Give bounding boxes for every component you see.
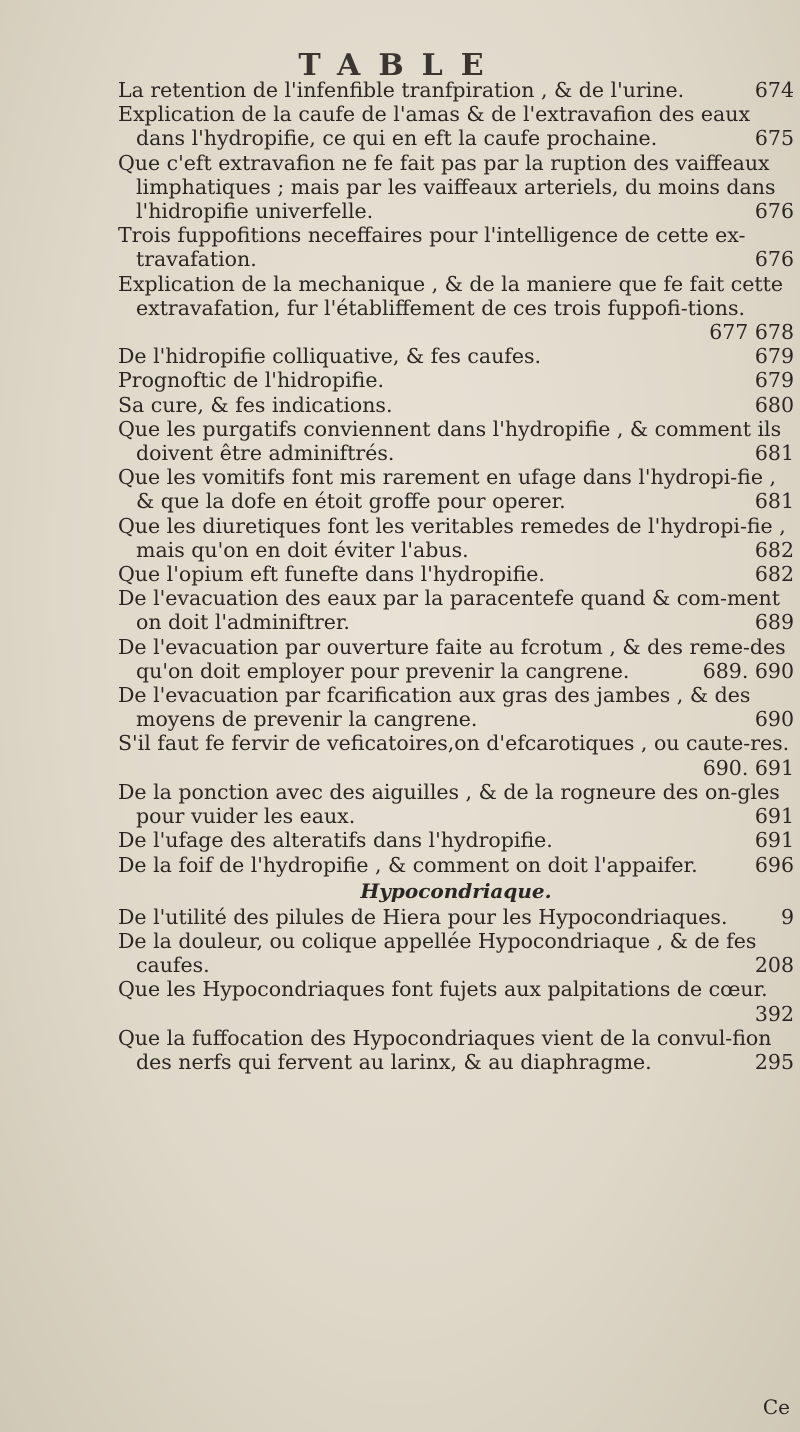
index-entry (118, 465, 794, 513)
entry-list-hydropisie (118, 78, 794, 877)
index-entry (118, 151, 794, 224)
entry-page-number: 679 (754, 368, 794, 393)
entry-text: Que la fuffocation des Hypocondriaques vient de la convul-fion des nerfs qui fervent au larinx, & au diaphragme. (118, 1025, 772, 1074)
index-entry (118, 828, 794, 852)
index-entry (118, 368, 794, 392)
entry-page-number: 690. 691 (702, 755, 794, 780)
entry-text: Prognoftic de l'hidropifie. (118, 368, 384, 393)
entry-page-number: 691 (754, 804, 794, 829)
index-entry (118, 223, 794, 271)
entry-text: Explication de la mechanique , & de la maniere que fe fait cette extravafation, fur l'établiffement de ces trois fuppofi-tions. (118, 271, 784, 320)
entry-page-number: 679 (754, 344, 794, 369)
entry-page-number: 689 (754, 610, 794, 635)
index-entry (118, 393, 794, 417)
entry-text: Explication de la caufe de l'amas & de l'extravafion des eaux dans l'hydropifie, ce qui en eft la caufe prochaine. (118, 102, 751, 151)
entry-page-number: 690 (754, 707, 794, 732)
entry-text: Que l'opium eft funefte dans l'hydropifie. (118, 562, 545, 587)
entry-text: La retention de l'infenfible tranfpiration , & de l'urine. (118, 78, 685, 102)
entry-page-number: 680 (754, 392, 794, 417)
index-entry (118, 683, 794, 731)
index-entry (118, 977, 794, 1025)
entry-text: De l'ufage des alteratifs dans l'hydropifie. (118, 828, 553, 853)
entry-page-number: 9 (780, 904, 794, 929)
entry-page-number: 295 (754, 1049, 794, 1074)
index-entry (118, 586, 794, 634)
entry-text: Sa cure, & fes indications. (118, 392, 393, 417)
index-entry (118, 635, 794, 683)
index-entry (118, 1026, 794, 1074)
entry-text: Que les purgatifs conviennent dans l'hydropifie , & comment ils doivent être adminiftrés. (118, 416, 782, 466)
entry-page-number: 681 (754, 489, 794, 514)
index-entry (118, 514, 794, 562)
entry-page-number: 676 (754, 199, 794, 224)
entry-text: S'il faut fe fervir de veficatoires,on d'efcarotiques , ou caute-res. (118, 731, 790, 756)
entry-page-number: 682 (754, 562, 794, 587)
entry-text: De la ponction avec des aiguilles , & de la rogneure des on-gles pour vuider les eaux. (118, 779, 780, 829)
index-entry (118, 78, 794, 102)
section-heading: Hypocondriaque. (360, 878, 552, 903)
index-entry (118, 853, 794, 877)
table-of-contents (118, 78, 794, 1074)
entry-text: De l'evacuation par ouverture faite au fcrotum , & des reme-des qu'on doit employer pour prevenir la cangrene. (118, 634, 786, 683)
entry-text: De la douleur, ou colique appellée Hypocondriaque , & de fes caufes. (118, 928, 757, 978)
entry-text: De l'evacuation par fcarification aux gras des jambes , & des moyens de prevenir la cangrene. (118, 683, 751, 732)
entry-page-number: 392 (754, 1001, 794, 1026)
index-entry (118, 562, 794, 586)
entry-text: Que les vomitifs font mis rarement en ufage dans l'hydropi-fie , & que la dofe en étoit groffe pour operer. (118, 465, 777, 514)
entry-text: Que les Hypocondriaques font fujets aux palpitations de cœur. (118, 977, 768, 1002)
index-entry (118, 102, 794, 150)
entry-page-number: 677 678 (709, 320, 794, 345)
entry-text: Que c'eft extravafion ne fe fait pas par la ruption des vaiffeaux limphatiques ; mais par les vaiffeaux arteriels, du moins dans l'hidropifie univerfelle. (118, 150, 776, 224)
entry-page-number: 674 (754, 78, 794, 102)
entry-page-number: 681 (754, 441, 794, 466)
entry-text: De l'hidropifie colliquative, & fes caufes. (118, 344, 542, 369)
catchword: Ce (762, 1395, 790, 1419)
entry-text: Trois fuppofitions neceffaires pour l'intelligence de cette ex-travafation. (118, 223, 746, 272)
entry-page-number: 691 (754, 828, 794, 853)
index-entry (118, 780, 794, 828)
index-entry (118, 417, 794, 465)
entry-page-number: 208 (754, 953, 794, 978)
entry-page-number: 675 (754, 126, 794, 151)
index-entry (118, 929, 794, 977)
entry-page-number: 676 (754, 247, 794, 272)
entry-page-number: 682 (754, 537, 794, 562)
entry-text: De la foif de l'hydropifie , & comment on doit l'appaifer. (118, 852, 698, 877)
page-title: TABLE (298, 48, 502, 83)
entry-page-number: 689. 690 (702, 658, 794, 683)
index-entry (118, 272, 794, 345)
entry-page-number: 696 (754, 852, 794, 877)
entry-list-hypocondriaque (118, 905, 794, 1074)
entry-text: Que les diuretiques font les veritables remedes de l'hydropi-fie , mais qu'on en doit éviter l'abus. (118, 513, 786, 562)
entry-text: De l'utilité des pilules de Hiera pour les Hypocondriaques. (118, 904, 728, 929)
index-entry (118, 344, 794, 368)
index-entry (118, 905, 794, 929)
index-entry (118, 731, 794, 779)
entry-text: De l'evacuation des eaux par la paracentefe quand & com-ment on doit l'adminiftrer. (118, 586, 780, 635)
